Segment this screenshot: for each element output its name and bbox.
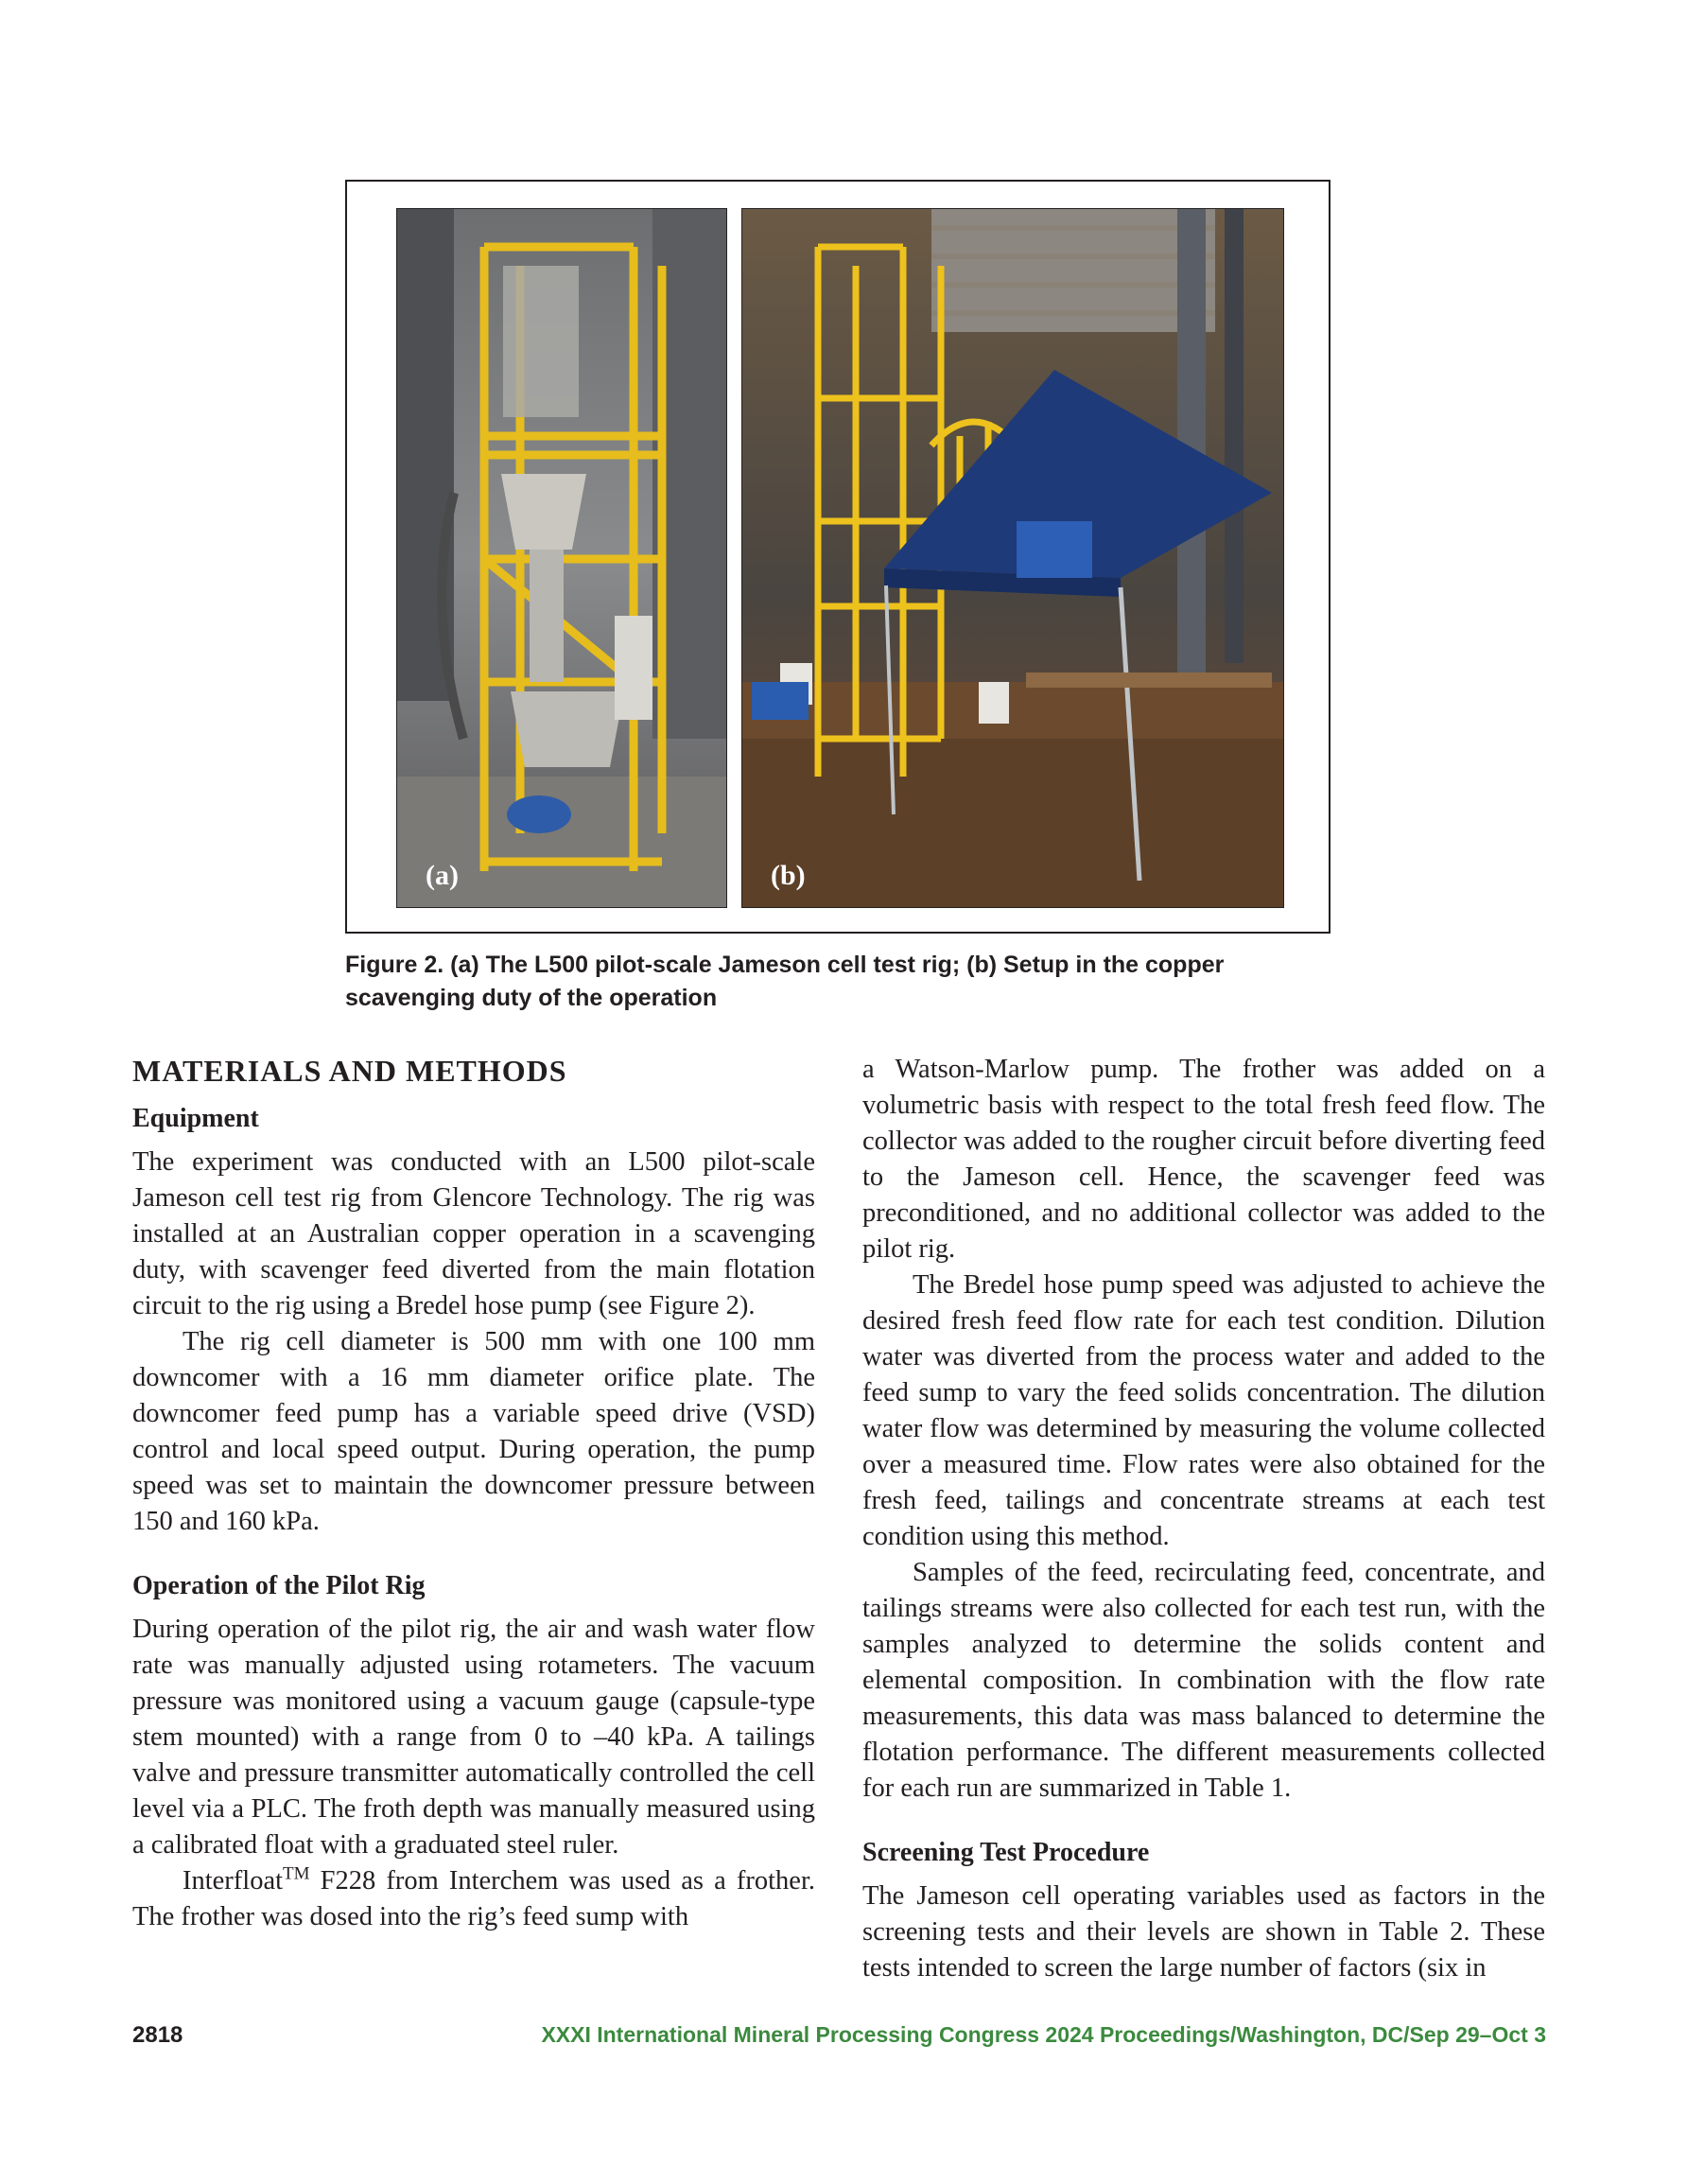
paragraph-operation-2: [132, 1863, 815, 1935]
photo-pilot-rig: [396, 208, 727, 908]
pilot-rig-photo-illustration: [397, 209, 726, 907]
figure-2: [345, 180, 1330, 934]
paragraph-operation-1: During operation of the pilot rig, the air and wash water flow rate was manually adjusted using rotameters. The vacuum pressure was monitored using a vacuum gauge (capsule-type stem mounted) with a range from 0 to –40 kPa. A tailings valve and pressure transmitter automatically controlled the cell level via a PLC. The froth depth was manually measured using a calibrated float with a graduated steel ruler.: [132, 1615, 815, 1860]
figure-caption: [345, 949, 1291, 1015]
photo-scavenging-setup: [741, 208, 1284, 908]
paragraph-frother-continued: a Watson-Marlow pump. The frother was added on a volumetric basis with respect to the total fresh feed flow. The collector was added to the rougher circuit before diverting feed to the Jameson cell. Hence, the scavenger feed was preconditioned, and no additional collector was added to the pilot rig.: [862, 1055, 1545, 1264]
panel-label-a: (a): [426, 860, 459, 891]
subsection-title-screening: Screening Test Procedure: [862, 1838, 1150, 1867]
scavenging-setup-photo-illustration: [742, 209, 1283, 907]
caption-line-2: scavenging duty of the operation: [345, 985, 718, 1011]
caption-line-1: Figure 2. (a) The L500 pilot-scale Jameson cell test rig; (b) Setup in the copper: [345, 952, 1225, 978]
left-column: [132, 1052, 815, 1935]
subsection-title-equipment: Equipment: [132, 1104, 259, 1133]
paragraph-equipment-1: The experiment was conducted with an L500 pilot-scale Jameson cell test rig from Glencore Technology. The rig was installed at an Australian copper operation in a scavenging duty, with scavenger feed diverted from the main flotation circuit to the rig using a Bredel hose pump (see Figure 2).: [132, 1147, 815, 1320]
interfloat-name: Interfloat: [183, 1866, 284, 1896]
right-column: [862, 1052, 1545, 1986]
paragraph-samples: Samples of the feed, recirculating feed, concentrate, and tailings streams were also collected for each test run, with the samples analyzed to determine the solids content and elemental composition. In combination with the flow rate measurements, this data was mass balanced to determine the flotation performance. The different measurements collected for each run are summarized in Table 1.: [862, 1558, 1545, 1803]
paragraph-bredel-pump: The Bredel hose pump speed was adjusted to achieve the desired fresh feed flow rate for each test condition. Dilution water was diverted from the process water and added to the feed sump to vary the feed solids concentration. The dilution water flow was determined by measuring the volume collected over a measured time. Flow rates were also obtained for the fresh feed, tailings and concentrate streams at each test condition using this method.: [862, 1270, 1545, 1551]
interfloat-text: F228 from Interchem was used as a frother. The frother was dosed into the rig’s feed sump with: [132, 1866, 815, 1931]
paragraph-screening: The Jameson cell operating variables used as factors in the screening tests and their levels are shown in Table 2. These tests intended to screen the large number of factors (six in: [862, 1881, 1545, 1983]
paragraph-equipment-2: The rig cell diameter is 500 mm with one 100 mm downcomer with a 16 mm diameter orifice plate. The downcomer feed pump has a variable speed drive (VSD) control and local speed output. During operation, the pump speed was set to maintain the downcomer pressure between 150 and 160 kPa.: [132, 1327, 815, 1536]
page-footer: [132, 2022, 1546, 2060]
section-title-materials-and-methods: MATERIALS AND METHODS: [132, 1054, 567, 1088]
page-number: 2818: [132, 2022, 183, 2048]
panel-label-b: (b): [771, 860, 806, 891]
trademark-mark: TM: [283, 1863, 310, 1884]
subsection-title-operation: Operation of the Pilot Rig: [132, 1571, 426, 1600]
running-footer-title: XXXI International Mineral Processing Congress 2024 Proceedings/Washington, DC/Sep 29–Oct 3: [541, 2022, 1546, 2047]
